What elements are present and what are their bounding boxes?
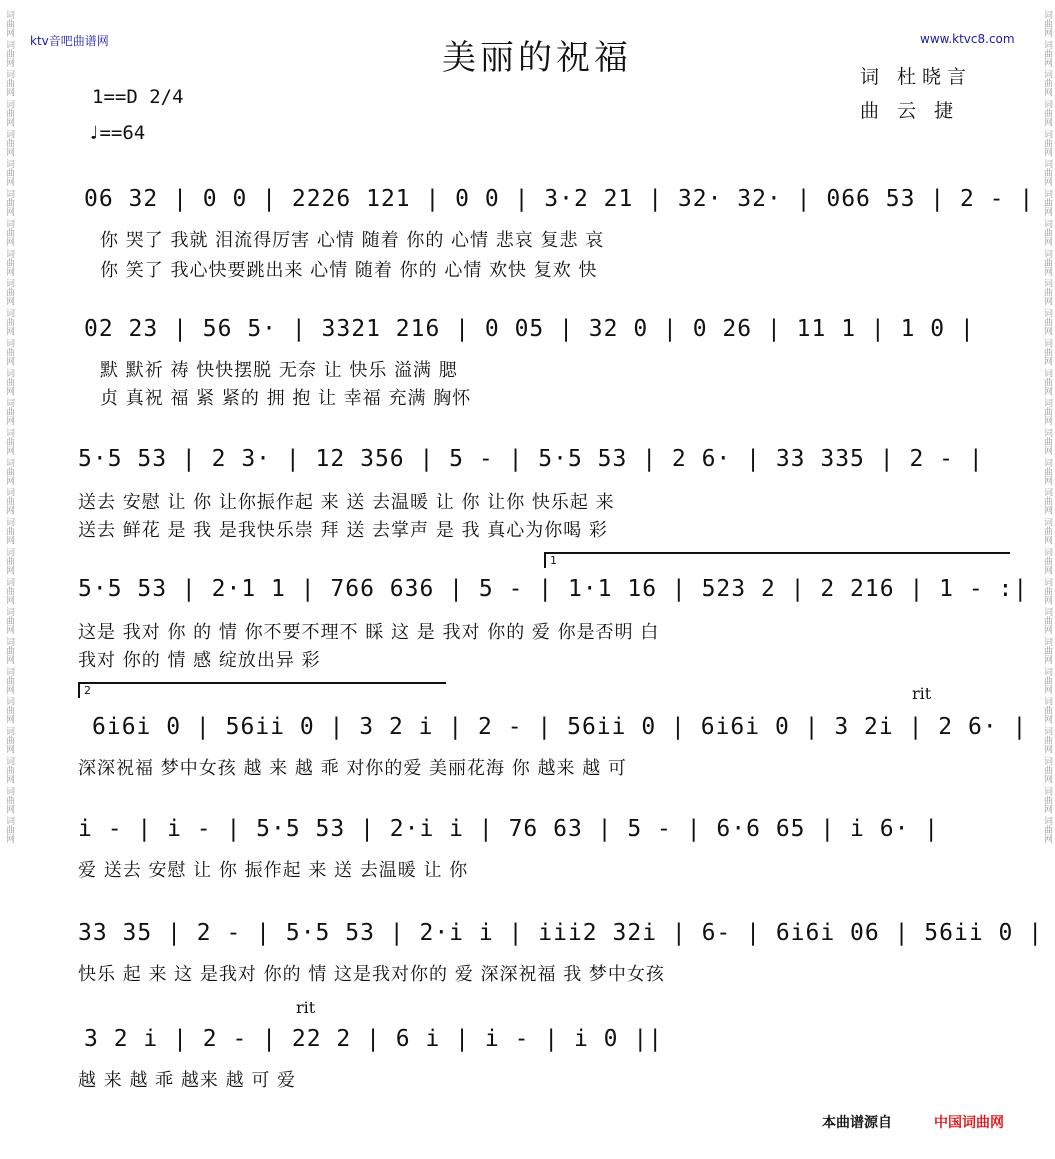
lyricist-credit: 词 杜晓言 [860,66,973,88]
score-line-1-lyric-1: 你 哭了 我就 泪流得厉害 心情 随着 你的 心情 悲哀 复悲 哀 [100,230,605,251]
score-line-1-notes: 06 32 | 0 0 | 2226 121 | 0 0 | 3·2 21 | 32· 32· | 066 53 | 2 - | [84,186,1035,212]
score-line-6-lyric-1: 爱 送去 安慰 让 你 振作起 来 送 去温暖 让 你 [78,860,469,881]
source-brand[interactable]: 中国词曲网 [934,1115,1004,1131]
score-line-1-lyric-2: 你 笑了 我心快要跳出来 心情 随着 你的 心情 欢快 复欢 快 [100,260,598,281]
composer-credit: 曲 云 捷 [860,100,960,122]
key-signature: 1==D 2/4 [92,86,184,108]
score-line-5-notes: 6i6i 0 | 56ii 0 | 3 2 i | 2 - | 56ii 0 | 6i6i 0 | 3 2i | 2 6· | [92,714,1028,740]
score-line-4-lyric-1: 这是 我对 你 的 情 你不要不理不 睬 这 是 我对 你的 爱 你是否明 白 [78,622,660,643]
site-name-left: ktv音吧曲谱网 [30,34,109,48]
score-line-3-lyric-2: 送去 鲜花 是 我 是我快乐崇 拜 送 去掌声 是 我 真心为你喝 彩 [78,520,608,541]
tempo-marking: ♩==64 [88,122,146,144]
volta-2-label: 2 [84,684,91,697]
score-line-5-lyric-1: 深深祝福 梦中女孩 越 来 越 乖 对你的爱 美丽花海 你 越来 越 可 [78,758,627,779]
rit-marking-2: rit [296,998,316,1017]
watermark-right: 词曲网 词曲网 词曲网 词曲网 词曲网 词曲网 词曲网 词曲网 词曲网 词曲网 词曲网 词曲网 词曲网 词曲网 词曲网 词曲网 词曲网 词曲网 词曲网 词曲网 词曲网 词曲网 词曲网 词曲网 词曲网 词曲网 词曲网 词曲网 [1042,10,1052,844]
score-line-2-notes: 02 23 | 56 5· | 3321 216 | 0 05 | 32 0 | 0 26 | 11 1 | 1 0 | [84,316,975,342]
score-line-7-notes: 33 35 | 2 - | 5·5 53 | 2·i i | iii2 32i | 6- | 6i6i 06 | 56ii 0 | [78,920,1044,946]
song-title: 美丽的祝福 [442,38,632,78]
score-line-6-notes: i - | i - | 5·5 53 | 2·i i | 76 63 | 5 - | 6·6 65 | i 6· | [78,816,940,842]
score-line-3-lyric-1: 送去 安慰 让 你 让你振作起 来 送 去温暖 让 你 让你 快乐起 来 [78,492,615,513]
score-line-7-lyric-1: 快乐 起 来 这 是我对 你的 情 这是我对你的 爱 深深祝福 我 梦中女孩 [78,964,665,985]
volta-2-bracket [78,682,446,698]
watermark-left: 词曲网 词曲网 词曲网 词曲网 词曲网 词曲网 词曲网 词曲网 词曲网 词曲网 词曲网 词曲网 词曲网 词曲网 词曲网 词曲网 词曲网 词曲网 词曲网 词曲网 词曲网 词曲网 词曲网 词曲网 词曲网 词曲网 词曲网 词曲网 [4,10,14,844]
score-line-3-notes: 5·5 53 | 2 3· | 12 356 | 5 - | 5·5 53 | 2 6· | 33 335 | 2 - | [78,446,984,472]
volta-1-bracket [544,552,1010,568]
source-label: 本曲谱源自 [822,1115,892,1131]
score-line-4-notes: 5·5 53 | 2·1 1 | 766 636 | 5 - | 1·1 16 | 523 2 | 2 216 | 1 - :| [78,576,1029,602]
score-line-4-lyric-2: 我对 你的 情 感 绽放出异 彩 [78,650,321,671]
volta-1-label: 1 [550,554,557,567]
score-line-8-notes: 3 2 i | 2 - | 22 2 | 6 i | i - | i 0 || [84,1026,664,1052]
rit-marking-1: rit [912,684,932,703]
site-url-right: www.ktvc8.com [920,32,1015,46]
score-line-2-lyric-1: 默 默祈 祷 快快摆脱 无奈 让 快乐 溢满 腮 [100,360,458,381]
score-line-8-lyric-1: 越 来 越 乖 越来 越 可 爱 [78,1070,297,1091]
score-line-2-lyric-2: 贞 真祝 福 紧 紧的 拥 抱 让 幸福 充满 胸怀 [100,388,472,409]
